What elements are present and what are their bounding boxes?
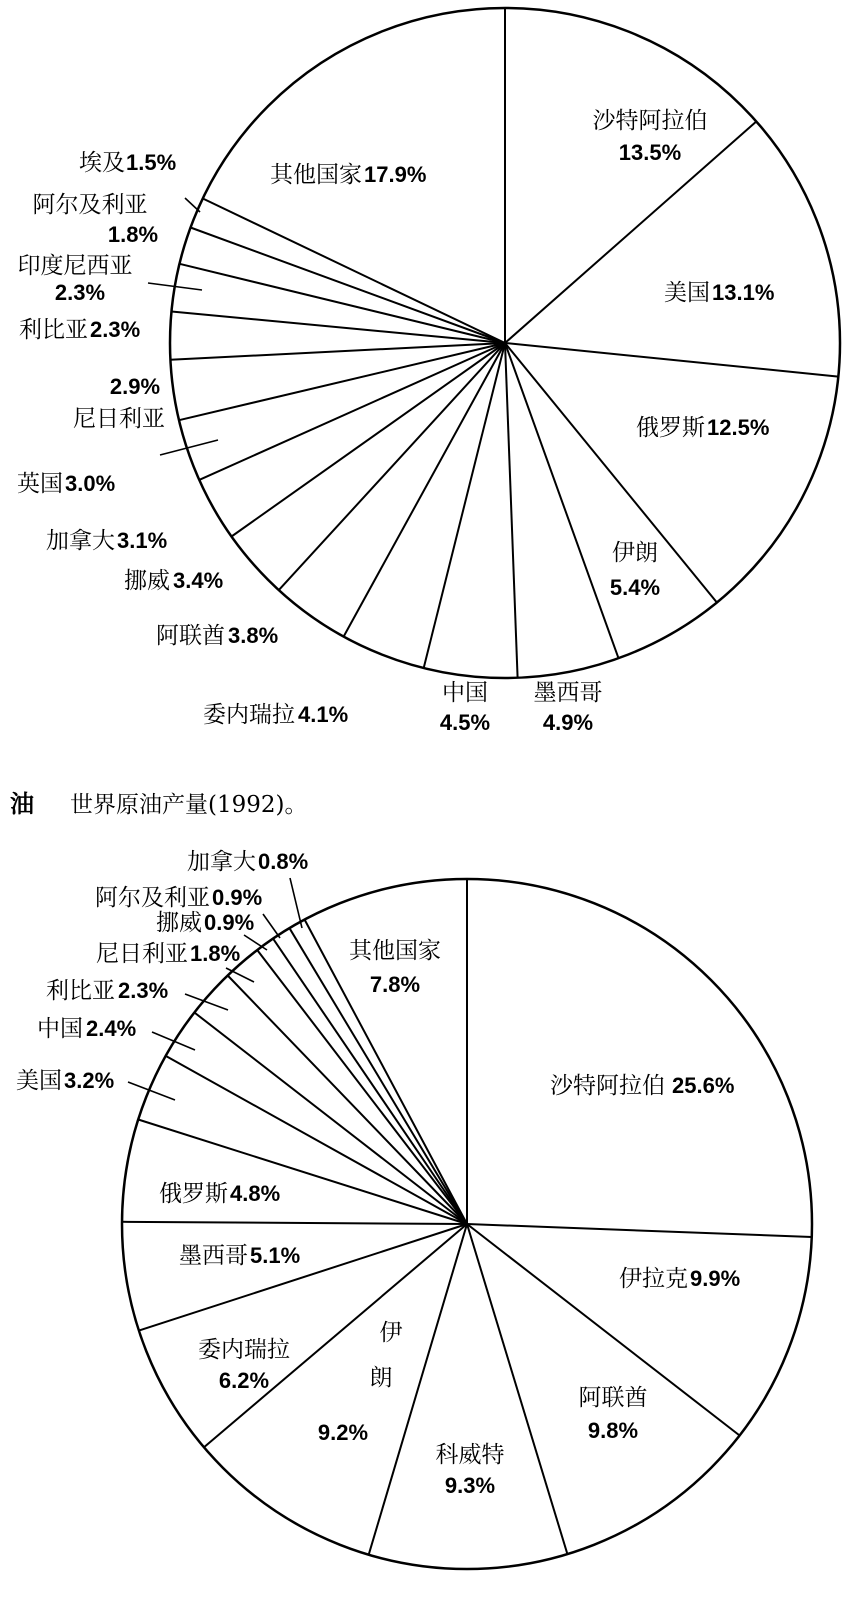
slice-label-4 [534, 680, 603, 735]
slice-percent: 3.8% [228, 623, 279, 648]
slice-percent: 0.9% [212, 885, 263, 910]
slice-name: 沙特阿拉伯 [550, 1073, 665, 1099]
slice-percent: 1.8% [190, 941, 241, 966]
pie-chart-reserves [16, 849, 812, 1569]
slice-name-char: 伊 [379, 1320, 403, 1346]
slice-percent: 13.5% [618, 140, 682, 165]
slice-percent: 1.5% [126, 150, 177, 175]
slice-percent: 2.4% [86, 1016, 137, 1041]
slice-name: 挪威 [124, 568, 170, 594]
slice-name: 其他国家 [349, 938, 441, 964]
slice-name: 伊拉克 [619, 1266, 688, 1292]
slice-percent: 9.9% [690, 1266, 741, 1291]
slice-name: 沙特阿拉伯 [592, 108, 708, 134]
slice-name: 挪威 [156, 910, 202, 936]
slice-percent: 7.8% [369, 972, 421, 997]
slice-percent: 5.1% [250, 1243, 301, 1268]
slice-percent: 2.3% [90, 317, 141, 342]
slice-name: 尼日利亚 [73, 406, 165, 432]
slice-percent: 1.8% [107, 222, 159, 247]
slice-label-0 [550, 1073, 734, 1099]
leader-line [263, 914, 280, 938]
slice-percent: 3.0% [65, 471, 116, 496]
slice-label-10 [17, 471, 115, 497]
slice-label-16 [270, 162, 426, 188]
slice-label-7 [159, 1181, 280, 1207]
slice-percent: 4.5% [439, 710, 491, 735]
slice-name: 印度尼西亚 [17, 253, 133, 279]
slice-label-9 [46, 528, 167, 554]
slice-name: 英国 [17, 471, 63, 497]
slice-name: 俄罗斯 [636, 415, 705, 441]
slice-name: 美国 [16, 1068, 62, 1094]
slice-percent: 9.3% [444, 1473, 496, 1498]
leader-line [185, 198, 200, 212]
leader-line [244, 935, 267, 950]
slice-label-1 [664, 280, 774, 306]
slice-name: 利比亚 [46, 978, 115, 1004]
slice-label-1 [619, 1266, 740, 1292]
slice-name: 加拿大 [187, 849, 256, 875]
slice-label-6 [179, 1243, 300, 1269]
slice-name: 中国 [442, 680, 488, 706]
slice-name: 阿联酋 [578, 1385, 648, 1411]
slice-percent: 5.4% [609, 575, 661, 600]
slice-name: 阿尔及利亚 [95, 885, 210, 911]
slice-percent: 17.9% [364, 162, 427, 187]
slice-percent: 4.1% [298, 702, 349, 727]
slice-name: 阿联酋 [156, 623, 225, 649]
slice-percent: 13.1% [712, 280, 775, 305]
slice-percent: 4.8% [230, 1181, 281, 1206]
slice-name: 墨西哥 [533, 680, 603, 706]
slice-name: 中国 [37, 1016, 83, 1042]
slice-percent: 12.5% [707, 415, 770, 440]
slice-name: 委内瑞拉 [198, 1337, 290, 1363]
figure-caption [10, 790, 307, 818]
slice-name: 阿尔及利亚 [32, 192, 148, 218]
slice-percent: 0.9% [204, 910, 255, 935]
slice-percent: 3.4% [173, 568, 224, 593]
slice-percent: 9.2% [317, 1420, 369, 1445]
slice-name: 俄罗斯 [159, 1181, 228, 1207]
slice-name: 科威特 [435, 1442, 505, 1468]
slice-label-12 [19, 317, 140, 343]
slice-name: 墨西哥 [179, 1243, 248, 1269]
slice-name: 利比亚 [19, 317, 88, 343]
oil-icon: 油 [10, 790, 34, 818]
slice-label-6 [203, 702, 348, 728]
slice-percent: 3.1% [117, 528, 168, 553]
slice-label-7 [156, 623, 278, 649]
slice-percent: 6.2% [218, 1368, 270, 1393]
slice-name: 伊朗 [612, 540, 658, 566]
slice-name: 其他国家 [270, 162, 362, 188]
slice-percent: 2.9% [109, 374, 161, 399]
slice-percent: 2.3% [118, 978, 169, 1003]
slice-percent: 3.2% [64, 1068, 115, 1093]
slice-name: 尼日利亚 [96, 941, 188, 967]
slice-percent: 4.9% [542, 710, 594, 735]
slice-percent: 0.8% [258, 849, 309, 874]
slice-label-2 [636, 415, 769, 441]
slice-name: 委内瑞拉 [203, 702, 295, 728]
slice-name: 加拿大 [46, 528, 115, 554]
caption-text: 世界原油产量(1992)。 [70, 792, 308, 818]
leader-line [290, 878, 302, 928]
slice-name-char: 朗 [369, 1365, 393, 1391]
slice-percent: 25.6% [672, 1073, 735, 1098]
slice-name: 美国 [664, 280, 710, 306]
slice-name: 埃及 [79, 150, 125, 176]
pie-chart-production [17, 8, 840, 735]
slice-label-8 [124, 568, 223, 594]
slice-label-5 [440, 680, 490, 735]
slice-percent: 9.8% [587, 1418, 639, 1443]
slice-percent: 2.3% [54, 280, 106, 305]
slice-label-14 [33, 192, 159, 247]
